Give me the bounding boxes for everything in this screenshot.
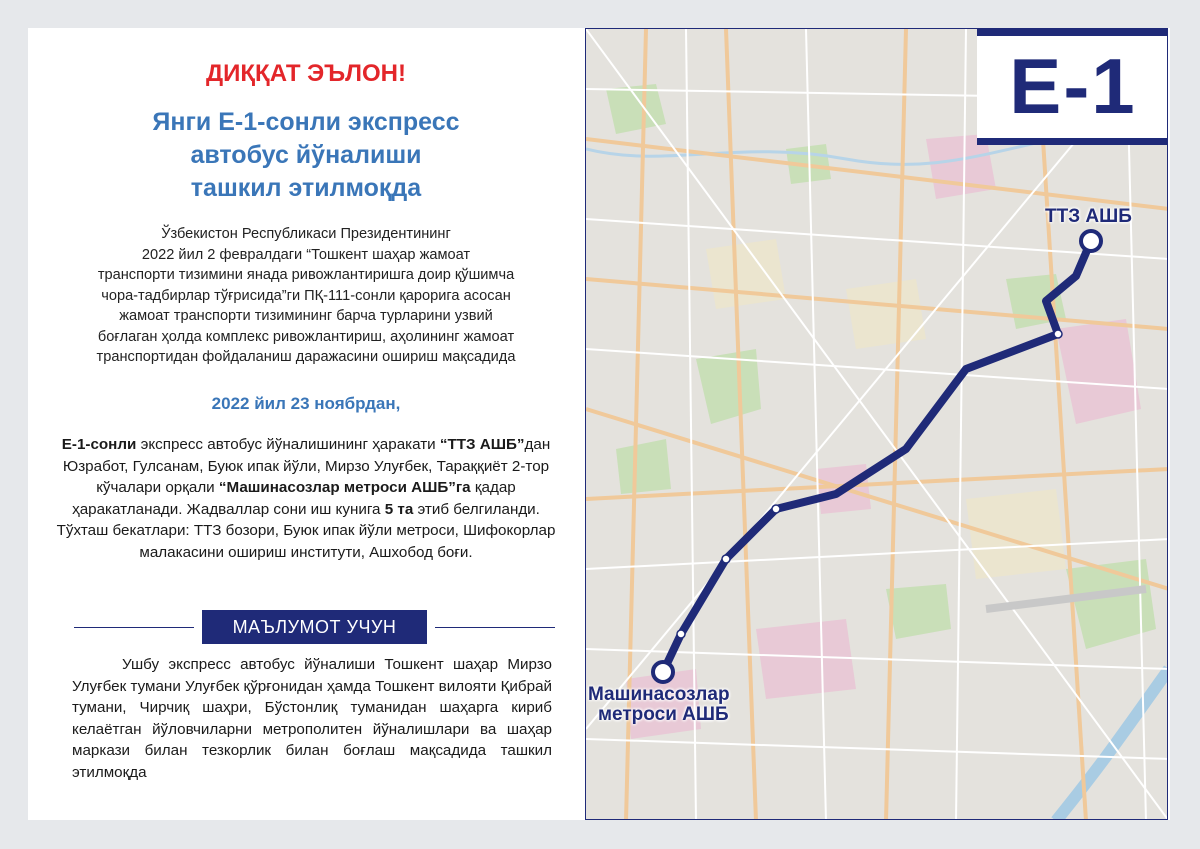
route-stop	[1054, 330, 1062, 338]
intro-line: транспорти тизимини янада ривожлантиришга доир қўшимча	[97, 267, 515, 283]
intro-line: транспортидан фойдаланиш даражасини ошириш мақсадида	[96, 349, 516, 365]
stop-label-line: Машинасозлар	[588, 684, 730, 705]
route-text: дан Юзработ, Гулсанам, Буюк ипак йўли, Мирзо Улуғбек, Тараққиёт 2-тор кўчалари орқали	[62, 436, 551, 496]
route-text: қадар ҳаракатланади. Жадваллар сони иш кунига	[72, 479, 516, 518]
route-text: этиб белгиланди.	[413, 500, 540, 518]
start-date: 2022 йил 23 ноябрдан,	[211, 394, 401, 413]
route-text: экспресс автобус йўналишининг ҳаракати	[136, 436, 440, 453]
stop-label-start: ТТЗ АШБ	[1045, 206, 1132, 227]
text-panel	[28, 28, 584, 820]
terminal-start	[1081, 231, 1101, 251]
route-from: “ТТЗ АШБ”	[439, 436, 525, 453]
route-number: Е-1-сонли	[61, 436, 137, 453]
stop-label-end	[588, 685, 730, 725]
subtitle-line: Янги Е-1-сонли экспресс	[152, 108, 460, 136]
announcement-subtitle	[88, 106, 524, 205]
intro-line: жамоат транспорти тизимининг барча турларини узвий	[119, 308, 493, 324]
route-badge	[977, 29, 1168, 145]
announcement-headline: ДИҚҚАТ ЭЪЛОН!	[206, 60, 406, 87]
route-stop	[677, 630, 685, 638]
route-stops: Тўхташ бекатлари: ТТЗ бозори, Буюк ипак йўли метроси, Шифокорлар малакасини ошириш институти, Ашхобод боғи.	[56, 522, 556, 561]
subtitle-line: автобус йўналиши	[190, 141, 422, 169]
terminal-end	[653, 662, 673, 682]
route-badge-label: Е-1	[1009, 42, 1137, 130]
info-heading: МАЪЛУМОТ УЧУН	[202, 610, 427, 644]
route-to: “Машинасозлар метроси АШБ”га	[218, 479, 471, 496]
intro-line: Ўзбекистон Республикаси Президентининг	[161, 226, 451, 242]
intro-line: чора-тадбирлар тўғрисида”ги ПҚ-111-сонли қарорига асосан	[101, 287, 511, 304]
stop-label-line: метроси АШБ	[598, 704, 729, 725]
route-stop	[772, 505, 780, 513]
announcement-sheet	[28, 28, 1170, 820]
subtitle-line: ташкил этилмоқда	[190, 174, 422, 202]
intro-paragraph	[50, 224, 562, 368]
divider-line	[435, 627, 555, 628]
daily-trips: 5 та	[384, 500, 414, 518]
route-description	[42, 434, 570, 563]
info-paragraph: Ушбу экспресс автобус йўналиши Тошкент шаҳар Мирзо Улуғбек тумани Улуғбек қўрғонидан ҳамда Тошкент вилояти Қибрай тумани, Чирчиқ шаҳри, Бўстонлиқ туманидан шаҳарга кириб келаётган йўловчиларни метрополитен йўналишлари ва шаҳар маркази билан тезкорлик билан боғлаш мақсадида ташкил этилмоқда	[72, 656, 552, 781]
route-map[interactable]	[585, 28, 1168, 820]
intro-line: 2022 йил 2 февралдаги “Тошкент шаҳар жамоат	[141, 246, 471, 263]
intro-line: боғлаган ҳолда комплекс ривожлантириш, аҳолининг жамоат	[97, 328, 515, 345]
route-stop	[722, 555, 730, 563]
divider-line	[74, 627, 194, 628]
